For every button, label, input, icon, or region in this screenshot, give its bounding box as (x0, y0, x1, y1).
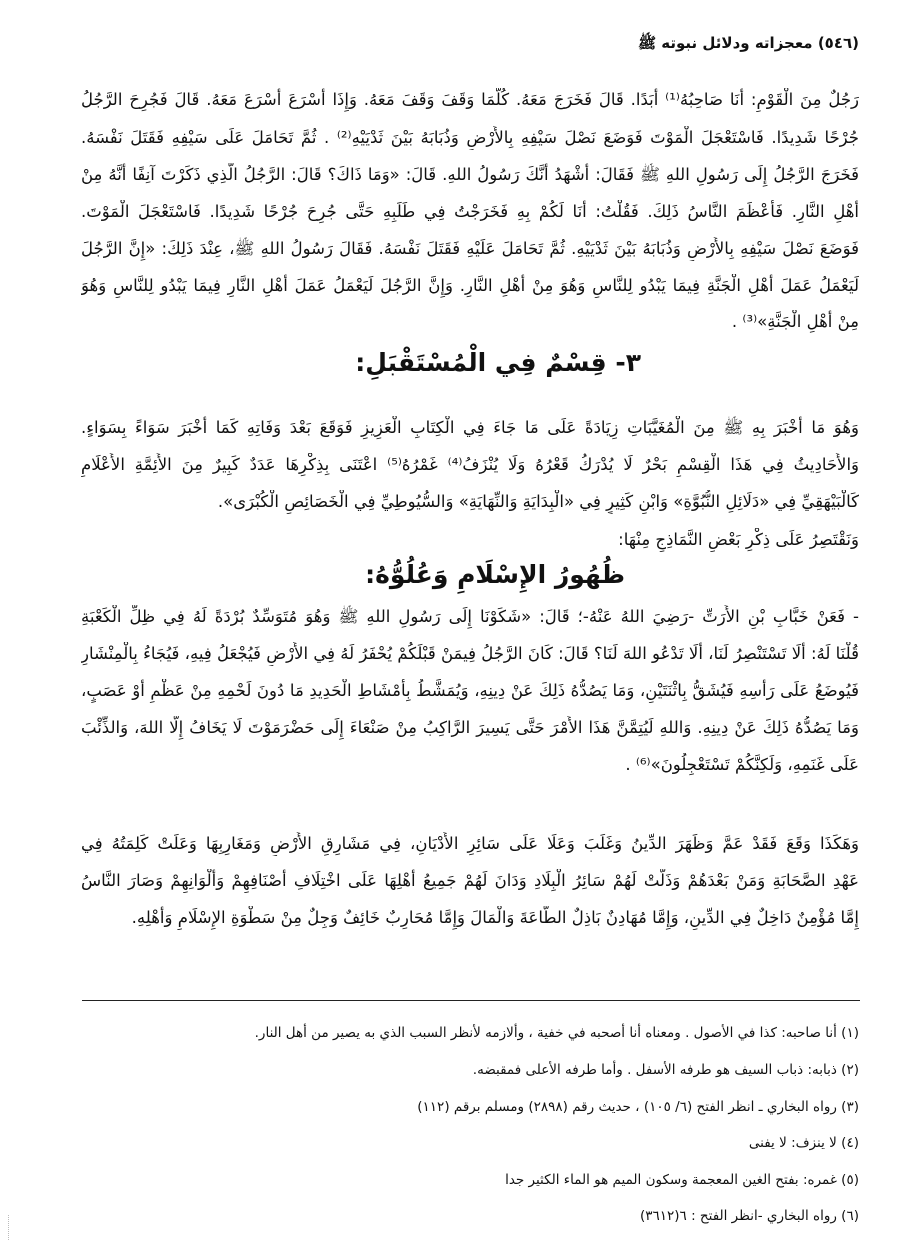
body-line: أَهْلِ النَّارِ. فَأَعْظَمَ النَّاسُ ذَلِكَ. فَقُلْتُ: أَنَا لَكُمْ بِهِ فَخَرَجْتُ فِي طَلَبِهِ حَتَّى جُرِحَ جُرْحًا شَدِيدًا. فَاسْتَعْجَلَ الْمَوْتَ. (81, 202, 859, 221)
footnote: (٦) رواه البخاري -انظر الفتح : ٦(٣٦١٢) (639, 1208, 859, 1224)
scan-edge-mark (8, 1215, 10, 1240)
hadith-line: - فَعَنْ خَبَّابِ بْنِ الأَرَتِّ -رَضِيَ اللهُ عَنْهُ-؛ قَالَ: «شَكَوْنَا إِلَى رَسُولِ اللهِ ﷺ وَهُوَ مُتَوَسِّدٌ بُرْدَةً لَهُ فِي ظِلِّ الْكَعْبَةِ (81, 607, 859, 626)
footnote: (١) أنا صاحبه: كذا في الأصول . ومعناه أنا أصحبه في خفية ، وألازمه لأنظر السبب الذي به يصير من أهل النار. (254, 1025, 859, 1041)
section-line: كَالْبَيْهَقِيِّ فِي «دَلَائِلِ النُّبُوَّةِ» وَابْنِ كَثِيرٍ فِي «الْبِدَايَةِ وَالنِّهَايَةِ» وَالسُّيُوطِيِّ فِي الْخَصَائِصِ الْكُبْرَى». (217, 492, 859, 511)
closing-line: إِمَّا مُؤْمِنٌ دَاخِلٌ فِي الدِّينِ، وَإِمَّا مُهَادِنٌ بَاذِلٌ الطَّاعَةَ وَالْمَالَ وَإِمَّا مُحَارِبٌ خَائِفٌ وَجِلٌ مِنْ سَطْوَةِ الإِسْلَامِ وَأَهْلِهِ. (131, 908, 859, 927)
running-header: (٥٤٦) معجزاته ودلائل نبوته ﷺ (637, 34, 859, 52)
body-line: فَوَضَعَ نَصْلَ سَيْفِهِ بِالأَرْضِ وَذُبَابَهُ بَيْنَ ثَدْيَيْهِ. ثُمَّ تَحَامَلَ عَلَيْهِ فَقَتَلَ نَفْسَهُ. فَقَالَ رَسُولُ اللهِ ﷺ، عِنْدَ ذَلِكَ: «إِنَّ الرَّجُلَ (81, 239, 859, 258)
closing-line: وَهَكَذَا وَقَعَ فَقَدْ عَمَّ وَظَهَرَ الدِّينُ وَغَلَبَ وَعَلَا عَلَى سَائِرِ الأَدْيَانِ، فِي مَشَارِقِ الأَرْضِ وَمَغَارِبِهَا وَعَلَتْ كَلِمَتُهُ فِي (81, 834, 859, 853)
section-line: وَالأَحَادِيثُ فِي هَذَا الْقِسْمِ بَحْرٌ لَا يُدْرَكُ قَعْرُهُ وَلَا يُنْزَفُ⁽⁴⁾ غَمْرُهُ⁽⁵⁾ اعْتَنَى بِذِكْرِهَا عَدَدٌ كَبِيرٌ مِنَ الأَئِمَّةِ الأَعْلَامِ (81, 455, 859, 474)
footnote: (٥) غمره: بفتح الغين المعجمة وسكون الميم هو الماء الكثير جدا (505, 1172, 859, 1188)
subheading: ظُهُورُ الإِسْلَامِ وَعُلُوُّهُ: (365, 560, 625, 589)
section-line: وَهُوَ مَا أَخْبَرَ بِهِ ﷺ مِنَ الْمُغَيَّبَاتِ زِيَادَةً عَلَى مَا جَاءَ فِي الْكِتَابِ الْعَزِيزِ فَوَقَعَ بَعْدَ وَفَاتِهِ كَمَا أَخْبَرَ سَوَاءً بِسَوَاءٍ. (81, 418, 859, 437)
section-line: وَنَقْتَصِرُ عَلَى ذِكْرِ بَعْضِ النَّمَاذِجِ مِنْهَا: (618, 530, 859, 549)
footnote: (٢) ذبابه: ذباب السيف هو طرفه الأسفل . وأما طرفه الأعلى فمقبضه. (472, 1062, 859, 1078)
hadith-line: قُلْنَا لَهُ: أَلَا تَسْتَنْصِرُ لَنَا، أَلَا تَدْعُو اللهَ لَنَا؟ قَالَ: كَانَ الرَّجُلُ فِيمَنْ قَبْلَكُمْ يُحْفَرُ لَهُ فِي الأَرْضِ فَيُجْعَلُ فِيهِ، فَيُجَاءُ بِالْمِنْشَارِ (81, 644, 859, 663)
footnote-separator (82, 1000, 860, 1001)
body-line: جُرْحًا شَدِيدًا. فَاسْتَعْجَلَ الْمَوْتَ فَوَضَعَ نَصْلَ سَيْفِهِ بِالأَرْضِ وَذُبَابَهُ بَيْنَ ثَدْيَيْهِ⁽²⁾ . ثُمَّ تَحَامَلَ عَلَى سَيْفِهِ فَقَتَلَ نَفْسَهُ. (81, 128, 859, 147)
body-line: رَجُلٌ مِنَ الْقَوْمِ: أَنَا صَاحِبُهُ⁽¹⁾ أَبَدًا. قَالَ فَخَرَجَ مَعَهُ. كُلَّمَا وَقَفَ وَقَفَ مَعَهُ. وَإِذَا أَسْرَعَ أَسْرَعَ مَعَهُ. قَالَ فَجُرِحَ الرَّجُلُ (81, 90, 859, 109)
section-heading: ٣- قِسْمٌ فِي الْمُسْتَقْبَلِ: (355, 348, 641, 377)
hadith-line: عَلَى غَنَمِهِ، وَلَكِنَّكُمْ تَسْتَعْجِلُونَ»⁽⁶⁾ . (625, 755, 859, 774)
closing-line: عَهْدِ الصَّحَابَةِ وَمَنْ بَعْدَهُمْ وَذَلَّتْ لَهُمْ سَائِرُ الْبِلَادِ وَدَانَ لَهُمْ جَمِيعُ أَهْلِهَا عَلَى اخْتِلَافِ أَصْنَافِهِمْ وَأَلْوَانِهِمْ وَصَارَ النَّاسُ (81, 871, 859, 890)
footnote: (٣) رواه البخاري ـ انظر الفتح (٦/ ١٠٥) ، حديث رقم (٢٨٩٨) ومسلم برقم (١١٢) (417, 1099, 859, 1115)
body-line: لَيَعْمَلُ عَمَلَ أَهْلِ الْجَنَّةِ فِيمَا يَبْدُو لِلنَّاسِ وَهُوَ مِنْ أَهْلِ النَّارِ. وَإِنَّ الرَّجُلَ لَيَعْمَلُ عَمَلَ أَهْلِ النَّارِ فِيمَا يَبْدُو لِلنَّاسِ وَهُوَ (81, 276, 859, 295)
body-line: فَخَرَجَ الرَّجُلُ إِلَى رَسُولِ اللهِ ﷺ فَقَالَ: أَشْهَدُ أَنَّكَ رَسُولُ اللهِ. قَالَ: «وَمَا ذَاكَ؟ قَالَ: الرَّجُلُ الَّذِي ذَكَرْتَ آنِفًا أَنَّهُ مِنْ (81, 165, 859, 184)
hadith-line: فَيُوضَعُ عَلَى رَأْسِهِ فَيُشَقُّ بِاثْنَتَيْنِ، وَمَا يَصُدُّهُ ذَلِكَ عَنْ دِينِهِ، وَيُمَشَّطُ بِأَمْشَاطِ الْحَدِيدِ مَا دُونَ لَحْمِهِ مِنْ عَظْمٍ أَوْ عَصَبٍ، (81, 681, 859, 700)
hadith-line: وَمَا يَصُدُّهُ ذَلِكَ عَنْ دِينِهِ. وَاللهِ لَيُتِمَّنَّ هَذَا الأَمْرَ حَتَّى يَسِيرَ الرَّاكِبُ مِنْ صَنْعَاءَ إِلَى حَضْرَمَوْتَ لَا يَخَافُ إِلَّا اللهَ، وَالذِّئْبَ (81, 718, 859, 737)
body-line: مِنْ أَهْلِ الْجَنَّةِ»⁽³⁾ . (731, 312, 859, 331)
footnote: (٤) لا ينزف: لا يفنى (748, 1135, 859, 1151)
